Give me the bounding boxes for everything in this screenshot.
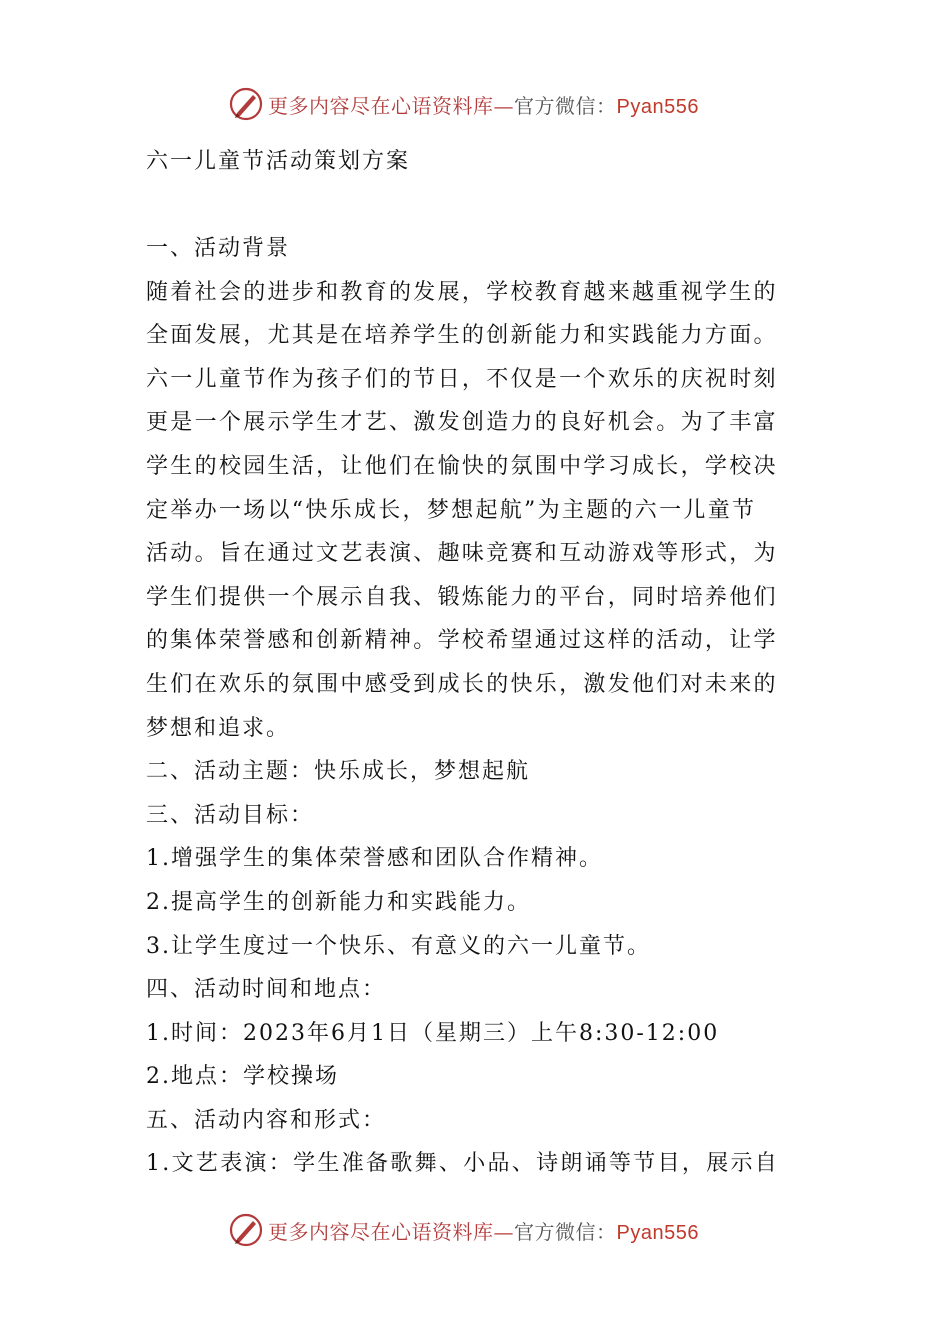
- banner-content: [228, 1210, 699, 1250]
- banner-main-text: 更多内容尽在心语资料库: [268, 1219, 494, 1244]
- section-heading: 五、活动内容和形式：: [146, 1107, 387, 1133]
- section-heading: 一、活动背景: [146, 236, 291, 261]
- header-banner: [0, 84, 950, 124]
- section-heading: 二、活动主题：快乐成长，梦想起航: [146, 759, 531, 785]
- banner-label: 官方微信：: [514, 1219, 617, 1244]
- banner-content: [228, 84, 699, 124]
- banner-text: [268, 1216, 699, 1245]
- list-item: 1.文艺表演：学生准备歌舞、小品、诗朗诵等节目，展示自: [146, 1151, 780, 1177]
- list-item: 3.让学生度过一个快乐、有意义的六一儿童节。: [146, 933, 651, 959]
- list-item: 2.提高学生的创新能力和实践能力。: [146, 889, 531, 915]
- document-title: 六一儿童节活动策划方案: [146, 149, 411, 174]
- paragraph-line: 随着社会的进步和教育的发展，学校教育越来越重视学生的: [146, 279, 778, 305]
- paragraph-line: 梦想和追求。: [146, 715, 291, 741]
- banner-wechat-id: Pyan556: [616, 95, 699, 118]
- banner-label: 官方微信：: [514, 93, 617, 118]
- list-item: 1.时间：2023年6月1日（星期三）上午8:30-12:00: [146, 1020, 720, 1046]
- banner-dash: —: [493, 1219, 514, 1244]
- banner-main-text: 更多内容尽在心语资料库: [268, 93, 494, 118]
- paragraph-line: 更是一个展示学生才艺、激发创造力的良好机会。为了丰富: [146, 410, 778, 436]
- list-item: 2.地点：学校操场: [146, 1064, 339, 1090]
- paragraph-line: 学生的校园生活，让他们在愉快的氛围中学习成长，学校决: [146, 453, 778, 479]
- paragraph-line: 生们在欢乐的氛围中感受到成长的快乐，激发他们对未来的: [146, 671, 778, 697]
- list-item: 1.增强学生的集体荣誉感和团队合作精神。: [146, 846, 603, 872]
- banner-wechat-id: Pyan556: [616, 1221, 699, 1244]
- pen-logo-icon: [228, 86, 264, 122]
- banner-dash: —: [493, 93, 514, 118]
- pen-logo-icon: [228, 1212, 264, 1248]
- paragraph-line: 活动。旨在通过文艺表演、趣味竞赛和互动游戏等形式，为: [146, 541, 778, 567]
- paragraph-line: 定举办一场以“快乐成长，梦想起航”为主题的六一儿童节: [146, 497, 757, 523]
- section-heading: 四、活动时间和地点：: [146, 977, 387, 1003]
- paragraph-line: 的集体荣誉感和创新精神。学校希望通过这样的活动，让学: [146, 628, 778, 654]
- paragraph-line: 六一儿童节作为孩子们的节日，不仅是一个欢乐的庆祝时刻: [146, 366, 778, 392]
- paragraph-line: 学生们提供一个展示自我、锻炼能力的平台，同时培养他们: [146, 584, 778, 610]
- paragraph-line: 全面发展，尤其是在培养学生的创新能力和实践能力方面。: [146, 323, 778, 349]
- document-body: [146, 227, 810, 1186]
- banner-text: [268, 90, 699, 119]
- footer-banner: [0, 1210, 950, 1250]
- section-heading: 三、活动目标：: [146, 802, 315, 828]
